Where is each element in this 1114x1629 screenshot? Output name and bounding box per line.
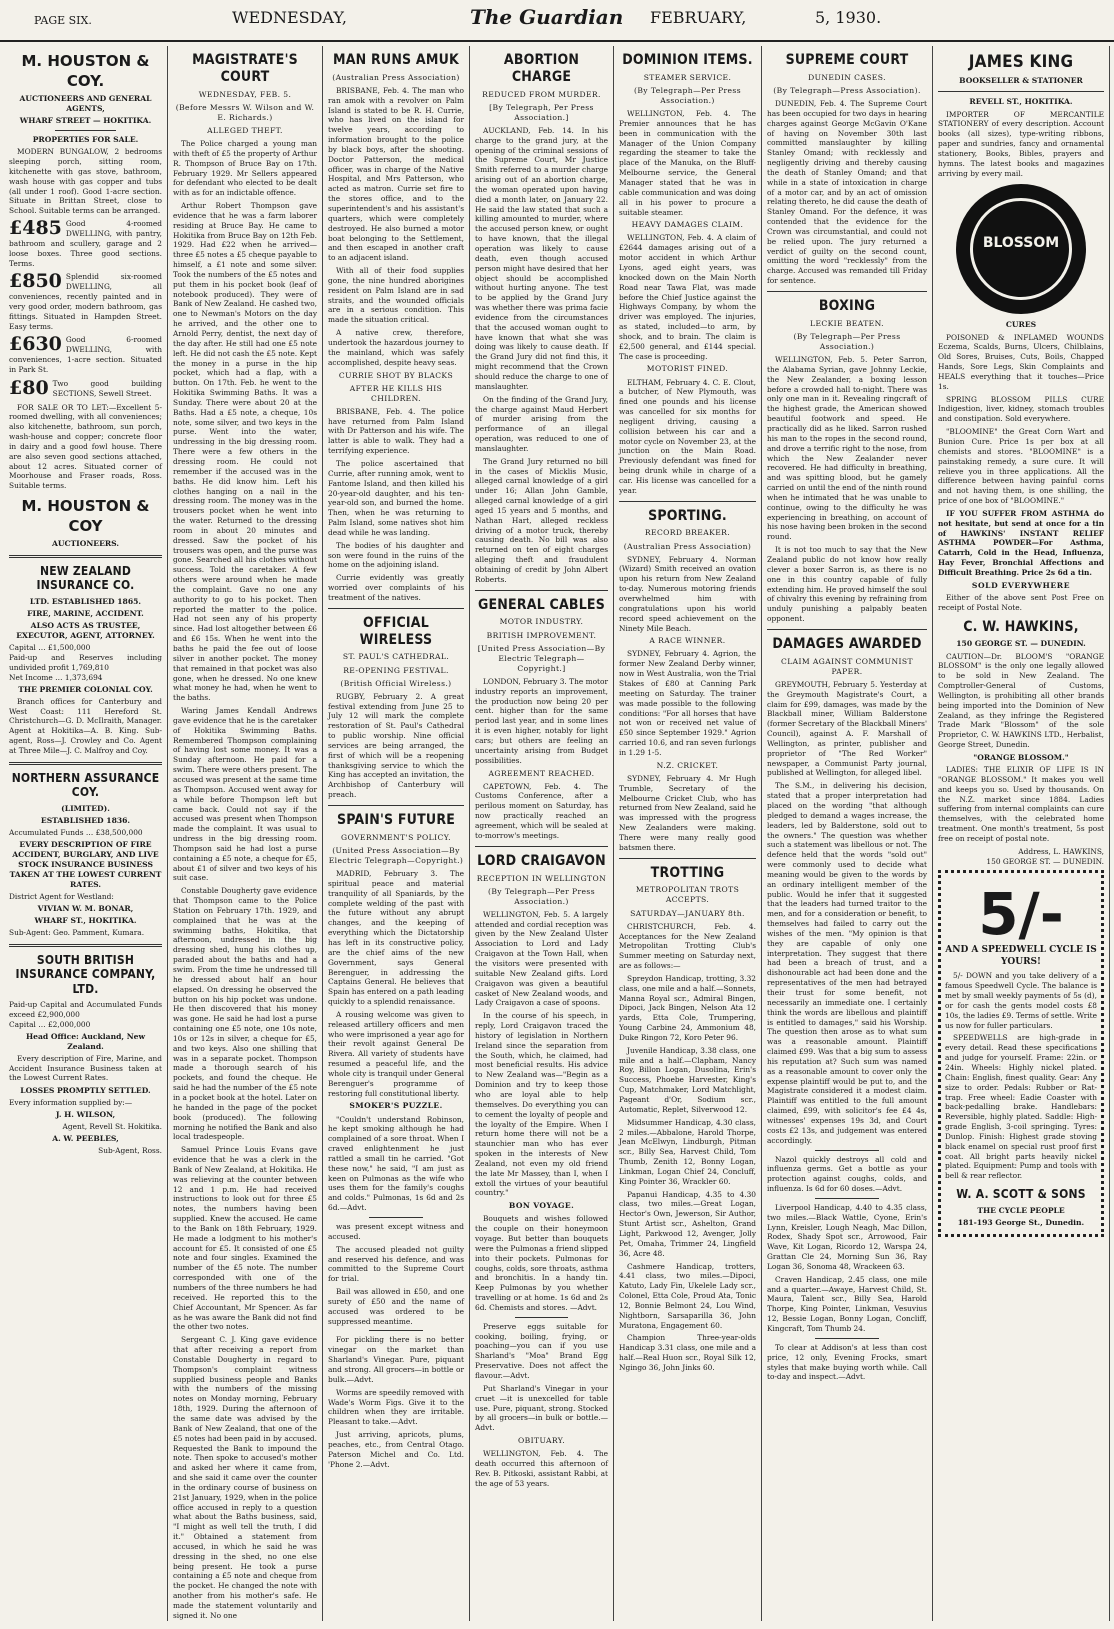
property-listing: Good 4-roomed DWELLING, with pantry, bathroom and scullery, garage and 2 loose boxes. Three good sections. Terms. bbox=[9, 219, 162, 268]
article-source: (By Telegraph—Per Press Association.) bbox=[633, 85, 742, 105]
south-british-heading: SOUTH BRITISH INSURANCE COMPANY, LTD. bbox=[15, 952, 156, 996]
article-subheading: ALLEGED THEFT. bbox=[207, 125, 283, 135]
article-paragraph: Champion Three-year-olds Handicap 3.31 class, one mile and a half.—Real Huon scr., Royal Silk 12, Ngingo 36, John Jinks 60. bbox=[619, 1333, 756, 1372]
nz-insurance-reserves: Paid-up and Reserves including undivided profit 1,769,810 bbox=[9, 653, 162, 672]
article-heading: OFFICIAL WIRELESS bbox=[359, 614, 433, 648]
hawkins-address: 150 GEORGE ST. — DUNEDIN. bbox=[956, 639, 1086, 649]
article-paragraph: On the finding of the Grand Jury, the charge against Maud Herbert of murder arising from the performance of an illegal operation, was reduced to one of manslaughter. bbox=[475, 394, 608, 453]
hawkins-address-label: Address, L. HAWKINS, bbox=[1018, 846, 1104, 856]
masthead-month: FEBRUARY, bbox=[650, 8, 747, 27]
article-paragraph: WELLINGTON, Feb. 4. The Premier announces that he has been in communication with the Manager of the Union Company regarding the steamer to take the place of the Manuka, on the Bluff-Melbourne service, the General Manager stated that he was in cable communication and was doing all in his power to procure a suitable steamer. bbox=[619, 109, 756, 217]
article-subheading: AGREEMENT REACHED. bbox=[488, 768, 595, 778]
article-subheading: ST. PAUL'S CATHEDRAL. bbox=[342, 652, 450, 662]
article-subheading: LECKIE BEATEN. bbox=[810, 318, 884, 328]
advertisement-paragraph: LADIES: THE ELIXIR OF LIFE IS IN "ORANGE BLOSSOM." It makes you well and keeps you so. Used by thousands. On the N.Z. market since 1884. Ladies suffering from internal complaints can cure themselves, with the celebrated home treatment. One month's treatment, 5s post free on receipt of postal note. bbox=[938, 765, 1104, 843]
james-king-address: REVELL ST., HOKITIKA. bbox=[969, 97, 1073, 107]
masthead-date: 5, 1930. bbox=[815, 8, 882, 27]
article-subheading: A RACE WINNER. bbox=[649, 636, 726, 646]
article-source: (Australian Press Association) bbox=[332, 72, 460, 82]
south-british-info: Every information supplied by:— bbox=[9, 1098, 133, 1108]
article-subheading: RECEPTION IN WELLINGTON bbox=[476, 873, 607, 883]
article-subheading: GOVERNMENT'S POLICY. bbox=[341, 832, 451, 842]
article-heading: MAGISTRATE'S COURT bbox=[192, 52, 298, 85]
james-king-name: JAMES KING bbox=[968, 52, 1074, 72]
northern-assurance-desc: EVERY DESCRIPTION OF FIRE ACCIDENT, BURGLARY, AND LIVE STOCK INSURANCE BUSINESS TAKEN AT THE LOWEST CURRENT RATES. bbox=[9, 839, 162, 889]
article-paragraph: AUCKLAND, Feb. 14. In his charge to the grand jury, at the opening of the criminal sessions of the Supreme Court, Mr Justice Smith referred to a murder charge arising out of an abortion charge, the woman operated upon having died a month later, on January 22. He said the law stated that such a killing amounted to murder, where the accused person knew, or ought to have known, that the illegal operation was likely to cause death, even though accused person might have desired that her object should be accomplished without hurting anyone. The test to be applied by the Grand Jury was whether there was prima facie evidence from the circumstances that the accused woman ought to have known that what she was doing was likely to cause death. If the Grand Jury did not find this, it might recommend that the Crown should reduce the charge to one of manslaughter. bbox=[475, 125, 608, 391]
article-paragraph: With all of their food supplies gone, the nine hundred aborigines resident on Palm Island are in sad straits, and the wounded officials are in a serious condition. This made the situation critical. bbox=[328, 266, 464, 325]
article-source: (By Telegraph—Press Association). bbox=[773, 85, 921, 95]
advertisement-paragraph: "BLOOMINE" the Great Corn Wart and Bunion Cure. Price 1s per box at all chemists and stores. "BLOOMINE" is a painstaking remedy, a sure cure. It will relieve you in three applications. All the difference between having painful corns and not having them, is one shilling, the price of one box of "BLOOMINE." bbox=[938, 427, 1104, 506]
article-paragraph: Cashmere Handicap, trotters, 4.41 class, two miles.—Dipoci, Katuto, Lady Fin, Ukelele Lady scr., Colonel, Etta Cole, Proud Ata, Tonic 12, Bonnie Belmont 24, Lou Wind, Nightborn, Sarsaparilla 36, John Muratona, Engagement 60. bbox=[619, 1261, 756, 1330]
article-heading: GENERAL CABLES bbox=[477, 596, 606, 613]
article-paragraph: Craven Handicap, 2.45 class, one mile and a quarter.—Awaye, Harvest Child, St. Maura, Talent scr., Billy Sea, Harold Thorpe, King Pointer, Linkman, Vesuvius 12, Bessie Logan, Bonny Logan, Concliff, Kingcraft, Tom Thumb 24. bbox=[767, 1274, 927, 1334]
scott-firm-name: W. A. SCOTT & SONS bbox=[956, 1187, 1086, 1202]
column-man-runs-amuk bbox=[323, 46, 470, 1621]
column-advertisements-right bbox=[933, 46, 1110, 1621]
advertisement-paragraph: For pickling there is no better vinegar on the market than Sharland's Vinegar. Pure, piquant and strong. All grocers—in bottle or bulk.—Advt. bbox=[328, 1335, 464, 1384]
article-subheading: SATURDAY—JANUARY 8th. bbox=[630, 908, 745, 918]
south-british-capital: Capital … £2,000,000 bbox=[9, 1019, 91, 1029]
article-bench: (Before Messrs W. Wilson and W. E. Richards.) bbox=[175, 102, 315, 122]
article-subheading: MOTORIST FINED. bbox=[646, 364, 729, 374]
article-paragraph: CHRISTCHURCH, Feb. 4. Acceptances for the New Zealand Metropolitan Trotting Club's Summer meeting on Saturday next, are as follows:— bbox=[619, 921, 756, 971]
seal-label: BLOSSOM bbox=[982, 235, 1060, 252]
newspaper-title: The Guardian bbox=[470, 5, 624, 29]
hawkins-name: C. W. HAWKINS, bbox=[963, 618, 1079, 635]
south-british-funds: Paid-up Capital and Accumulated Funds exceed £2,900,000 bbox=[9, 1000, 162, 1019]
advertisement-paragraph: IF YOU SUFFER FROM ASTHMA do not hesitate, but send at once for a tin of HAWKINS' INSTANT RELIEF ASTHMA POWDER—For Asthma, Catarrh, Cold in the Head, Influenza, Hay Fever, Bronchial Affections and Difficult Breathing. Price 2s 6d a tin. bbox=[938, 508, 1104, 577]
nz-insurance-capital: Capital … £1,500,000 bbox=[9, 643, 91, 653]
article-heading: LORD CRAIGAVON bbox=[477, 852, 606, 869]
advertisement-paragraph: SPEEDWELLS are high-grade in every detail. Read these specifications and judge for yourself. Frame: 22in. or 24in. Wheels: Highly nickel plated. Chain: English, finest quality. Gear: Any size to order. Pedals: Rubber or Rat-trap. Free wheel: Eadie Coaster with back-pedalling brake. Handlebars: Reversible, highly plated. Saddle: High-grade English, 3-coil springing. Tyres: Dunlop. Finish: Highest grade stoving black enamel on special rust proof first coat. All bright parts heavily nickel plated. Equipment: Pump and tools with bell & rear reflector. bbox=[945, 1033, 1097, 1181]
article-subheading: RECORD BREAKER. bbox=[644, 528, 731, 538]
article-heading: SPAIN'S FUTURE bbox=[336, 811, 456, 828]
article-source: (British Official Wireless.) bbox=[340, 678, 452, 688]
sold-everywhere: SOLD EVERYWHERE bbox=[971, 580, 1071, 590]
article-paragraph: Bail was allowed in £50, and one surety of £50 and the name of accused was ordered to be suppressed meantime. bbox=[328, 1287, 464, 1326]
nz-insurance-income: Net Income … 1,373,694 bbox=[9, 672, 103, 682]
south-british-desc: Every description of Fire, Marine, and Accident Insurance Business taken at the Lowest Current Rates. bbox=[9, 1053, 162, 1083]
south-british-subagent: A. W. PEEBLES, bbox=[52, 1134, 119, 1144]
cures-heading: CURES bbox=[1005, 320, 1037, 330]
article-source: (By Telegraph—Per Press Association.) bbox=[793, 331, 901, 351]
article-paragraph: SYDNEY, February 4. Mr Hugh Trumble, Secretary of the Melbourne Cricket Club, who has returned from New Zealand, said he was impressed with the progress New Zealanders were making. There were many really good batsmen there. bbox=[619, 773, 756, 852]
article-source: (Australian Press Association) bbox=[623, 541, 752, 551]
article-paragraph: GREYMOUTH, February 5. Yesterday at the Greymouth Magistrate's Court, a claim for £99, damages, was made by the Blackball miner, William Balderstone (former Secretary of the Blackball Miners' Council), against A. F. Marshall of Wellington, as printer, publisher and proprietor of "The Red Worker" newspaper, a Communist Party journal, published at Wellington, for alleged libel. bbox=[767, 679, 927, 778]
northern-assurance-funds: Accumulated Funds … £38,500,000 bbox=[9, 827, 143, 837]
article-paragraph: DUNEDIN, Feb. 4. The Supreme Court has been occupied for two days in hearing charges against George McGavin O'Kane of having on November 30th last committed manslaughter by killing Stanley Omand; with recklessly and negligently driving and thereby causing the death of Stanley Omand; and that while in a state of intoxication in charge of a motor car, and by an act of omission relating thereto, he did cause the death of Stanley Omand. For the defence, it was contended that the evidence for the Crown was circumstantial, and could not be relied upon. The jury returned a verdict of guilty on the second count, omitting the word "recklessly" from the charge. Accused was remanded till Friday for sentence. bbox=[767, 98, 927, 286]
article-paragraph: SYDNEY, February 4. Norman (Wizard) Smith received an ovation upon his return from New Zealand to-day. Numerous motoring friends overwhelmed him with congratulations upon his world record speed achievement on the Ninety Mile Beach. bbox=[619, 554, 756, 633]
article-subheading: AFTER HE KILLS HIS CHILDREN. bbox=[349, 383, 443, 403]
article-paragraph: "Couldn't understand Robinson, he kept smoking although he had complained of a sore throat. When I craved enlightenment he just rattled a small tin he carried. "Got these now," he said, "I am just as keen on Pulmonas as the wife who uses them for the family's coughs and colds." Pulmonas, 1s 6d and 2s 6d.—Advt. bbox=[328, 1114, 464, 1213]
scott-firm-address: 181-193 George St., Dunedin. bbox=[957, 1217, 1085, 1227]
article-paragraph: WELLINGTON, Feb. 5. A largely attended and cordial reception was given by the New Zealand Ulster Association to Lord and Lady Craigavon at the Town Hall, when the visitors were presented with suitable New Zealand gifts. Lord Craigavon was given a beautiful casket of New Zealand woods, and Lady Craigavon a case of spoons. bbox=[475, 909, 608, 1008]
article-paragraph: Waring James Kendall Andrews gave evidence that he is the caretaker of Hokitika Swimming Baths. Remembered Thompson complaining of having lost some money. It was a Sunday afternoon. He paid for a swim. There were others present. The accused was present at the same time as Thompson. Accused went away for a while before Thompson left but came back. Could not say if the accused was present when Thompson made the complaint. It was usual to undress in the big dressing room. Thompson said he had lost a purse containing a £5 note, a cheque for £5, about £1 of silver and two keys of his suit case. bbox=[173, 706, 317, 883]
article-paragraph: The police ascertained that Currie, after running amok, went to Fantome Island, and then killed his 20-year-old daughter, and his ten-year-old son, and burned the home. Then, when he was returning to Palm Island, some natives shot him dead while he was landing. bbox=[328, 459, 464, 537]
northern-assurance-district: District Agent for Westland: bbox=[9, 892, 114, 902]
property-listing: Two good building SECTIONS, Sewell Street. bbox=[52, 378, 162, 398]
speedwell-tagline: AND A SPEEDWELL CYCLE IS YOURS! bbox=[945, 945, 1097, 968]
property-price: £630 bbox=[9, 333, 62, 356]
article-subheading: MOTOR INDUSTRY. bbox=[499, 617, 584, 627]
property-listing: FOR SALE OR TO LET:—Excellent 5-roomed dwelling, with all conveniences; also kitchenette, bathroom, sun porch, wash-house and copper; concrete floor in dairy and a good fowl house. There are also seven good sections attached, about 12 acres. Situated corner of Moorhouse and Fraser roads, Ross. Suitable terms. bbox=[9, 402, 162, 491]
article-paragraph: Constable Dougherty gave evidence that Thompson came to the Police Station on February 17th. 1929, and complained that he was at the swimming baths, Hokitika, that afternoon, undressed in the big dressing shed, hung his clothes up, paraded about the baths and had a swim. From the time he undressed till he dressed about half an hour elapsed. On dressing he observed the button on his hip pocket was undone. He then discovered that his money was gone. He said he had lost a purse containing one £5 note, one 10s note, 10s or 12s in silver, a cheque for £5, and two keys. Also one shilling that was in a separate pocket. Thompson made a thorough search of his pockets, and found the cheque. He said he had the number of the £5 note in a pocket book at the hotel. Later on he handed in the page of the pocket book (produced). The following morning he notified the Bank and also local tradespeople. bbox=[173, 886, 317, 1142]
south-british-losses: LOSSES PROMPTLY SETTLED. bbox=[20, 1086, 151, 1096]
south-british-agent: J. H. WILSON, bbox=[55, 1110, 116, 1120]
property-price: £80 bbox=[9, 376, 49, 399]
advertisement-paragraph: POISONED & INFLAMED WOUNDS Eczema, Scalds, Burns, Ulcers, Chilblains, Old Sores, Bruises, Cuts, Boils, Chapped Hands, Sore Legs, Skin Complaints and HEALS everything that it touches—Price 1s. bbox=[938, 332, 1104, 391]
article-paragraph: Juvenile Handicap, 3.38 class, one mile and a half.—Clapham, Nancy Roy, Billon Logan, Dusolina, Erin's Success, Phoebe Harvester, King's Cup, Matchmaker, Lord Matchlight, Pageant d'Or, Sodium scr., Automatic, Replet, Silverwood 12. bbox=[619, 1045, 756, 1114]
northern-assurance-ltd: (LIMITED). bbox=[61, 803, 110, 813]
page-number: PAGE SIX. bbox=[34, 14, 92, 27]
column-dominion-items bbox=[614, 46, 762, 1621]
scott-firm-subtitle: THE CYCLE PEOPLE bbox=[977, 1205, 1065, 1215]
article-subheading: BRITISH IMPROVEMENT. bbox=[486, 630, 597, 640]
article-paragraph: The S.M., in delivering his decision, stated that a proper interpretation had placed on the wording "that although pledged to demand a wages increase, the leaders, led by Balderstone, sold out to the owners." The question was whether such a statement was libellous or not. The defence held that the words "sold out" were commonly used to decide what meaning would be given to the words by an ordinary intelligent member of the public. Would he infer that it suggested that the leaders had turned traitor to the men, and for a consideration or benefit, to themselves had failed to carry out the wishes of the men. "My opinion is that they are capable of only one interpretation. They suggest that there had been a breach of trust, and a dishonourable act had been done and the representatives of the men had betrayed their trust for some benefit, not necessarily an immediate one. I certainly think the words are libellous and plaintiff is entitled to damages," said his Worship. The question then arose as to what sum was a reasonable amount. Plaintiff claimed £99. Was that a big sum to assess his reputation at? Such sum was named as a reasonable amount to cover only the expense plaintiff would be put to, and the Magistrate considered it a modest claim. Plaintiff was entitled to the full amount claimed, £99, with solicitor's fee £4 4s, witnesses' expenses 19s 3d, and Court costs £2 13s, and judgement was entered accordingly. bbox=[767, 781, 927, 1145]
nz-insurance-tagline: THE PREMIER COLONIAL COY. bbox=[18, 684, 153, 694]
article-source: [By Telegraph, Per Press Association.] bbox=[489, 102, 594, 122]
article-paragraph: BRISBANE, Feb. 4. The police have returned from Palm Island with Dr Patterson and his wife. The latter is able to walk. They had a terrifying experience. bbox=[328, 406, 464, 456]
article-paragraph: Samuel Prince Louis Evans gave evidence that he was a clerk in the Bank of New Zealand, at Hokitika. He was relieving at the counter between 12 and 1 p.m. He had received instructions to look out for three £5 notes, the numbers having been supplied. Knew the accused. He came to the Bank on 18th February, 1929. He made a lodgment to his mother's account for £5. It consisted of one £5 note and four singles. Examined the number of the £5 note. The number corresponded with one of the numbers of the three numbers he had received. He reported this to the Chief Accountant, Mr Spencer. As far as he was aware the Bank did not find the other two notes. bbox=[173, 1145, 317, 1332]
advertisement-paragraph: Nazol quickly destroys all cold and influenza germs. Get a bottle as your protection against coughs, colds, and influenza. Is 6d for 60 doses.—Advt. bbox=[767, 1154, 927, 1194]
article-heading: TROTTING bbox=[650, 864, 725, 881]
article-subheading: HEAVY DAMAGES CLAIM. bbox=[631, 220, 744, 230]
article-paragraph: WELLINGTON, Feb. 4. A claim of £2644 damages arising out of a motor accident in which Arthur Lyons, aged eight years, was knocked down on the Main North Road near Tawa Flat, was made before the Chief Justice against the Highways Company, by whom the driver was employed. The injuries, as stated, included—to arm, by shock, and to brain. The claim is £2,500 general, and £144 special. The case is proceeding. bbox=[619, 233, 756, 361]
article-paragraph: was present except witness and accused. bbox=[328, 1222, 464, 1241]
northern-assurance-heading: NORTHERN ASSURANCE COY. bbox=[11, 770, 160, 800]
property-price: £485 bbox=[9, 217, 62, 240]
article-paragraph: SYDNEY, February 4. Agrion, the former New Zealand Derby winner, now in West Australia, won the Trial Stakes of £80 at Canning Park meeting on Saturday. The trainer was made possible to the following conditions: "For all horses that have not won or received net value of £50 since September 1929." Agrion carried 10.6, and ran seven furlongs in 1.29 1-5. bbox=[619, 649, 756, 757]
article-paragraph: Sergeant C. J. King gave evidence that after receiving a report from Constable Dougherty in regard to Thompson's complaint witness supplied business people and Banks with the numbers of the missing notes on Monday morning, February 18th, 1929. During the afternoon of the same date was advised by the Bank of New Zealand, that one of the £5 notes had been paid in by accused. Requested the Bank to impound the note. Then spoke to accused's mother and asked her where it came from, and she said it came over the counter in the ordinary course of business on 21st January, 1929, when in the police office accused in reply to a question what about the Baths business, said, "I might as well tell the truth, I did it." Obtained a statement from accused, in which he said he was dressing in the shed, no one else being present. He took a purse containing a £5 note and cheque from the pocket. He changed the note with another from his mother's safe. He made the statement voluntarily and signed it. No one bbox=[173, 1335, 317, 1620]
article-paragraph: The Grand Jury returned no bill in the cases of Micklis Music, alleged carnal knowledge of a girl under 16; Allan John Gamble, alleged carnal knowledge of a girl aged 15 years and 5 months, and Nathan Hart, alleged reckless driving of a motor truck, thereby causing death. No bill was also returned on ten of eight charges alleging theft and fraudulent obtaining of credit by John Albert Roberts. bbox=[475, 456, 608, 584]
article-paragraph: RUGBY, February 2. A great festival extending from June 25 to July 12 will mark the complete restoration of St. Paul's Cathedral to public worship. Nine official services are being arranged, the first of which will be a reopening thanksgiving service to which the King has accepted an invitation, the Archbishop of Canterbury will preach. bbox=[328, 691, 464, 800]
article-paragraph: Midsummer Handicap, 4.30 class, 2 miles.—Abbalone, Harold Thorpe, Jean McElwyn, Lindburgh, Pitman scr., Billy Sea, Harvest Child, Tom Thumb, Zenith 12, Bonny Logan, Linkman, Logan Chief 24, Concluff, King Pointer 36, Wrackler 60. bbox=[619, 1117, 756, 1186]
price-headline: 5/- bbox=[978, 880, 1064, 949]
article-paragraph: MADRID, February 3. The spiritual peace and material tranquility of all Spaniards, by the complete welding of the past with the future without any abrupt changes, and the keeping of everything which the Dictatorship has left in its constructive policy, are the chief aims of the new Government, says General Berenguer, in addressing the Captains General. He believes that Spain has entered on a path leading quickly to a splendid renaissance. bbox=[328, 869, 464, 1007]
article-paragraph: In the course of his speech, in reply, Lord Craigavon traced the history of legislation in Northern Ireland since the separation from the South, which, he claimed, had most beneficial results. His advice to New Zealand was—"Begin as a Dominion and try to keep those who are loyal able to help themselves. Do everything you can to cement the loyalty of people and the loyalty of the Empire. When I return home there will not be a staunchier man who has ever spoken in the interests of New Zealand, not even my old friend the late Mr Massey, than I, when I extoll the virtues of your beautiful country." bbox=[475, 1011, 608, 1198]
northern-assurance-est: ESTABLISHED 1836. bbox=[40, 815, 131, 825]
northern-assurance-agent: VIVIAN W. M. BONAR, bbox=[37, 903, 134, 913]
article-paragraph: The accused pleaded not guilty and reserved his defence, and was committed to the Supreme Court for trial. bbox=[328, 1244, 464, 1284]
houston-firm-name-2: M. HOUSTON & COY bbox=[21, 497, 150, 536]
article-subheading: SMOKER'S PUZZLE. bbox=[349, 1101, 443, 1111]
article-paragraph: The bodies of his daughter and son were found in the ruins of the home on the adjoining island. bbox=[328, 540, 464, 570]
advertisement-paragraph: Preserve eggs suitable for cooking, boiling, frying, or poaching—you can if you use Sharland's "Moa" Brand Egg Preservative. Does not affect the flavour.—Advt. bbox=[475, 1321, 608, 1380]
article-heading: DAMAGES AWARDED bbox=[772, 635, 922, 652]
article-paragraph: It is not too much to say that the New Zealand public do not know how really clever a boxer Sarron is, as there is no one in this country capable of fully extending him. He proved himself the soul of chivalry this evening by refraining from unduly punishing a palpably beaten opponent. bbox=[767, 545, 927, 624]
nz-insurance-branches: Branch offices for Canterbury and West Coast: 111 Hereford St. Christchurch—G. D. McIlraith, Manager. Agent at Hokitika—A. B. King. Sub-agent, Ross—J. Crowley and Co. Agent at Three Mile—J. C. Malfroy and Coy. bbox=[9, 696, 162, 755]
advertisement-paragraph: Worms are speedily removed with Wade's Worm Figs. Give it to the children when they are irritable. Pleasant to take.—Advt. bbox=[328, 1387, 464, 1427]
article-subheading: CURRIE SHOT BY BLACKS bbox=[338, 370, 454, 380]
property-listing: MODERN BUNGALOW, 2 bedrooms sleeping porch, sitting room, kitchenette with gas stove, bathroom, wash house with gas copper and tubs (all under 1 roof). Good 1-acre section. Situate in Brittan Street, close to School. Suitable terms can be arranged. bbox=[9, 147, 162, 216]
article-paragraph: BRISBANE, Feb. 4. The man who ran amok with a revolver on Palm Island is stated to be R. H. Currie, who has lived on the island for twelve years, according to information brought to the police by black boys, after the shooting. Doctor Patterson, the medical officer, was in charge of the Native Hospital, and Mrs Patterson, who acted as matron. Currie set fire to the stores office, and to the superintendent's and his assistant's quarters, which were completely destroyed. He also burned a motor boat belonging to the Settlement, and then escaped in another craft to an adjacent island. bbox=[328, 85, 464, 263]
article-subheading: CLAIM AGAINST COMMUNIST PAPER. bbox=[781, 656, 913, 676]
advertisement-paragraph: IMPORTER OF MERCANTILE STATIONERY of every description. Account books (all sizes), type-writing ribbons, paper and sundries, fancy and ornamental stationery, Books, Bibles, prayers and hymns. The latest books and magazines arriving by every mail. bbox=[938, 109, 1104, 178]
nz-insurance-heading: NEW ZEALAND INSURANCE CO. bbox=[36, 564, 135, 593]
houston-subtitle-2: AUCTIONEERS. bbox=[51, 538, 120, 548]
article-subheading: RE-OPENING FESTIVAL. bbox=[343, 665, 449, 675]
advertisement-paragraph: 5/- DOWN and you take delivery of a famous Speedwell Cycle. The balance is met by small weekly payments of 5s (d), or for cash the gents model costs £8 10s, the ladies £9. Terms of settle. Write us now for fuller particulars. bbox=[945, 971, 1097, 1030]
james-king-trade: BOOKSELLER & STATIONER bbox=[959, 76, 1083, 86]
article-heading: SUPREME COURT bbox=[785, 52, 909, 68]
article-heading: ABORTION CHARGE bbox=[503, 52, 580, 85]
advertisement-paragraph: Just arriving, apricots, plums, peaches, etc., from Central Otago. Paterson Michel and Co. Ltd. 'Phone 2.—Advt. bbox=[328, 1430, 464, 1469]
article-heading: MAN RUNS AMUK bbox=[332, 52, 459, 68]
article-subheading: BON VOYAGE. bbox=[508, 1201, 575, 1211]
article-paragraph: Arthur Robert Thompson gave evidence that he was a farm laborer residing at Bruce Bay. He came to Hokitika from Bruce Bay on 12th Feb. 1929. Had £22 when he arrived—three £5 notes a £5 cheque payable to himself, a £1 note and some silver. Took the numbers of the £5 notes and put them in his pocket book (leaf of notebook produced). They were of Bank of New Zealand. He cashed two, one to Newman's Motors on the day he arrived, and the other one to Arnold Perry, dentist, the next day of the day after. He still had one £5 note left. He did not cash the £5 note. Kept the money in a purse in the hip pocket, which had a flap, with a button. On 17th. Feb. he went to the Hokitika Swimming Baths. It was a Sunday. There were about 20 at the Baths. Had a £5 note, a cheque, 10s note, some silver, and two keys in the purse. Went into the water, undressing in the big dressing room. There were a few others in the dressing room. He could not remember if the accused was in the baths. He did know him. Left his clothes hanging on a nail in the dressing room. The money was in the trousers pocket when he went into the water. Returned to the dressing room in about 20 minutes and dressed. Saw the pocket of his trousers was open, and the purse was gone. Searched all his clothes without success. Told the caretaker. A few others were around when he made the complaint. Gave no one any authority to go to his pocket. Then reported the matter to the police. Had not seen any of his property since. Had lost altogether between £6 and £6 15s. When he went into the baths he paid the fee out of loose silver in another pocket. The money that remained in that pocket was also gone, when he dressed. No one knew what money he had, when he went to the baths. bbox=[173, 201, 317, 703]
article-paragraph: WELLINGTON, Feb. 4. The death occurred this afternoon of Rev. B. Pitkoski, assistant Rabbi, at the age of 53 years. bbox=[475, 1449, 608, 1488]
article-subheading: REDUCED FROM MURDER. bbox=[482, 89, 601, 99]
houston-subtitle: AUCTIONEERS AND GENERAL AGENTS, bbox=[19, 93, 152, 113]
northern-assurance-subagent: Sub-Agent: Geo. Pamment, Kumara. bbox=[9, 928, 145, 938]
advertisement-paragraph: Put Sharland's Vinegar in your cruet —it is unexcelled for table use. Pure, piquant, strong. Stocked by all grocers—in bulk or bottle.—Advt. bbox=[475, 1383, 608, 1433]
article-paragraph: Liverpool Handicap, 4.40 to 4.35 class, two miles.—Black Wattle, Cyone, Erin's Lynn, Kreisler, Lough Neagh, Mac Dillon, Rodex, Shady Spot scr., Arrowood, Fair Wave, Kit Logan, Ricordo 12, Warspa 24, Grattan Cle 24, Morning Sun 36, Ray Logan 36, Sonoma 48, Wrackeen 63. bbox=[767, 1202, 927, 1271]
column-supreme-court bbox=[762, 46, 933, 1621]
northern-assurance-agent-address: WHARF ST., HOKITIKA. bbox=[34, 915, 137, 925]
properties-heading: PROPERTIES FOR SALE. bbox=[32, 135, 139, 145]
article-paragraph: Papanui Handicap, 4.35 to 4.30 class, two miles.—Great Logan, Hector's Own, Jewerson, Sir Author, Stunt Artist scr., Ashelton, Grand Light, Parkwood 12, Avenger, Jolly Pet, Omaha, Trimmer 24, Lingfield 36, Acre 48. bbox=[619, 1189, 756, 1258]
masthead bbox=[0, 0, 1114, 42]
article-source: (By Telegraph—Per Press Association.) bbox=[487, 886, 596, 906]
speedwell-cycle-advert bbox=[938, 870, 1104, 1236]
article-dateline: WEDNESDAY, FEB. 5. bbox=[198, 89, 292, 99]
article-heading: SPORTING. bbox=[648, 507, 727, 524]
article-paragraph: Currie evidently was greatly worried over complaints of his treatment of the natives. bbox=[328, 573, 464, 602]
advertisement-paragraph: Bouquets and wishes followed the couple on their honeymoon voyage. But better than bouquets were the Pulmonas a friend slipped into their pockets. Pulmonas for coughs, colds, sore throats, asthma and bronchitis. In a handy tin. Keep Pulmonas by you whether travelling or at home. 1s 6d and 2s 6d. Chemists and stores. —Advt. bbox=[475, 1214, 608, 1312]
nz-insurance-acts: ALSO ACTS AS TRUSTEE, EXECUTOR, AGENT, ATTORNEY. bbox=[16, 621, 155, 641]
property-listing: Good 6-roomed DWELLING, with conveniences, 1-acre section. Situated in Park St. bbox=[9, 335, 162, 374]
column-advertisements-left bbox=[4, 46, 168, 1621]
houston-firm-name: M. HOUSTON & COY. bbox=[21, 52, 150, 90]
nz-insurance-est: LTD. ESTABLISHED 1865. bbox=[29, 596, 142, 606]
article-subheading: N.Z. CRICKET. bbox=[656, 760, 719, 770]
houston-address: WHARF STREET — HOKITIKA. bbox=[19, 116, 152, 126]
advertisement-paragraph: To clear at Addison's at less than cost price, 12 only, Evening Frocks, smart styles that make buying worth while. Call to-day and inspect.—Advt. bbox=[767, 1342, 927, 1382]
spring-blossom-seal-icon bbox=[956, 184, 1086, 314]
advertisement-paragraph: SPRING BLOSSOM PILLS CURE Indigestion, liver, kidney, stomach troubles and constipation. Sold everywhere. bbox=[938, 394, 1104, 424]
article-subheading: METROPOLITAN TROTS ACCEPTS. bbox=[635, 885, 740, 905]
property-price: £850 bbox=[9, 270, 62, 293]
article-paragraph: CAPETOWN, Feb. 4. The Customs Conference, after a perilous moment on Saturday, has now practically reached an agreement, which will be sealed at to-morrow's meetings. bbox=[475, 781, 608, 840]
south-british-subagent-address: Sub-Agent, Ross. bbox=[98, 1146, 162, 1156]
advertisement-paragraph: Either of the above sent Post Free on receipt of Postal Note. bbox=[938, 592, 1104, 612]
article-subheading: OBITUARY. bbox=[517, 1436, 566, 1446]
column-abortion-charge bbox=[470, 46, 614, 1621]
property-listing: Splendid six-roomed DWELLING, all conveniences, recently painted and in very good order, modern bathroom, gas fittings. Situated in Hampden Street. Easy terms. bbox=[9, 272, 162, 331]
nz-insurance-lines: FIRE, MARINE, ACCIDENT. bbox=[27, 608, 144, 618]
article-paragraph: The Police charged a young man with theft of £5 the property of Arthur R. Thompson of Bruce Bay on 17th. February 1929. Mr Sellers appeared for defendant who elected to be dealt with as for an indictable offence. bbox=[173, 138, 317, 198]
article-paragraph: A native crew, therefore, undertook the hazardous journey to the mainland, which was safely accomplished, despite heavy seas. bbox=[328, 328, 464, 367]
article-paragraph: WELLINGTON, Feb. 5. Peter Sarron, the Alabama Syrian, gave Johnny Leckie, the New Zealander, a boxing lesson before a crowded hall to-night. There was only one man in it. Revealing ringcraft of the highest grade, the American showed beautiful footwork and speed. He practically did as he liked. Sarron rushed his man to the ropes in the second round, and drove a terrific right to the nose, from which the New Zealander never recovered. He had difficulty in breathing, and was spitting blood, but he gamely carried on until the end of the ninth round when he intimated that he was unable to continue, owing to the difficulty he was experiencing in breathing, on account of his nose having been broken in the second round. bbox=[767, 355, 927, 542]
article-heading: BOXING bbox=[818, 298, 876, 315]
article-paragraph: A rousing welcome was given to released artillery officers and men who were imprisoned a year ago for their revolt against General De Rivera. All variety of students have resumed a peaceful life, and the whole city is tranquil under General Berenguer's programme of restoring full constitutional liberty. bbox=[328, 1009, 464, 1098]
masthead-day: WEDNESDAY, bbox=[232, 8, 347, 27]
article-subheading: STEAMER SERVICE. bbox=[643, 72, 732, 82]
article-paragraph: ELTHAM, February 4. C. E. Clout, a butcher, of New Plymouth, was fined one pounds and his license was cancelled for six months for negligent driving, causing a collision between his car and a motor cycle on November 23, at the junction on the Main Road. Previously defendant was fined for being drunk while in charge of a car. His license was cancelled for a year. bbox=[619, 377, 756, 495]
south-british-agent-address: Agent, Revell St. Hokitika. bbox=[62, 1122, 162, 1132]
article-subheading: DUNEDIN CASES. bbox=[808, 72, 886, 82]
article-paragraph: Spreydon Handicap, trotting, 3.32 class, one mile and a half.—Sonnets, Manna Royal scr., Admiral Bingen, Dipoci, Jack Bingen, Nelson Ata 12 yards, Etta Cole, Trumpering, Young Carbine 24, Ammonium 48, Duke Ringon 72, Koro Peter 96. bbox=[619, 973, 756, 1042]
article-source: [United Press Association—By Electric Telegraph—Copyright.] bbox=[477, 643, 606, 673]
south-british-office: Head Office: Auckland, New Zealand. bbox=[25, 1031, 146, 1051]
article-paragraph: LONDON, February 3. The motor industry reports an improvement, the production now being 20 per cent. higher than for the same period last year, and in some lines it is even higher, notably for light cars; but others are feeling an uncertainty arising from Budget possibilities. bbox=[475, 676, 608, 765]
article-source: (United Press Association—By Electric Telegraph—Copyright.) bbox=[328, 845, 464, 865]
hawkins-address-street: 150 GEORGE ST. — DUNEDIN. bbox=[986, 856, 1104, 866]
orange-blossom-heading: "ORANGE BLOSSOM." bbox=[973, 752, 1069, 762]
column-magistrates-court bbox=[168, 46, 323, 1621]
advertisement-paragraph: CAUTION—Dr. BLOOM'S "ORANGE BLOSSOM" is the only one legally allowed to be sold in New Zealand. The Comptroller-General of Customs, Wellington, is prohibiting all other brands being imported into the Dominion of New Zealand, as they infringe the Registered Trade Mark "Blossom" of the sole Proprietor, C. W. HAWKINS LTD., Herbalist, George Street, Dunedin. bbox=[938, 651, 1104, 750]
article-heading: DOMINION ITEMS. bbox=[622, 52, 753, 68]
